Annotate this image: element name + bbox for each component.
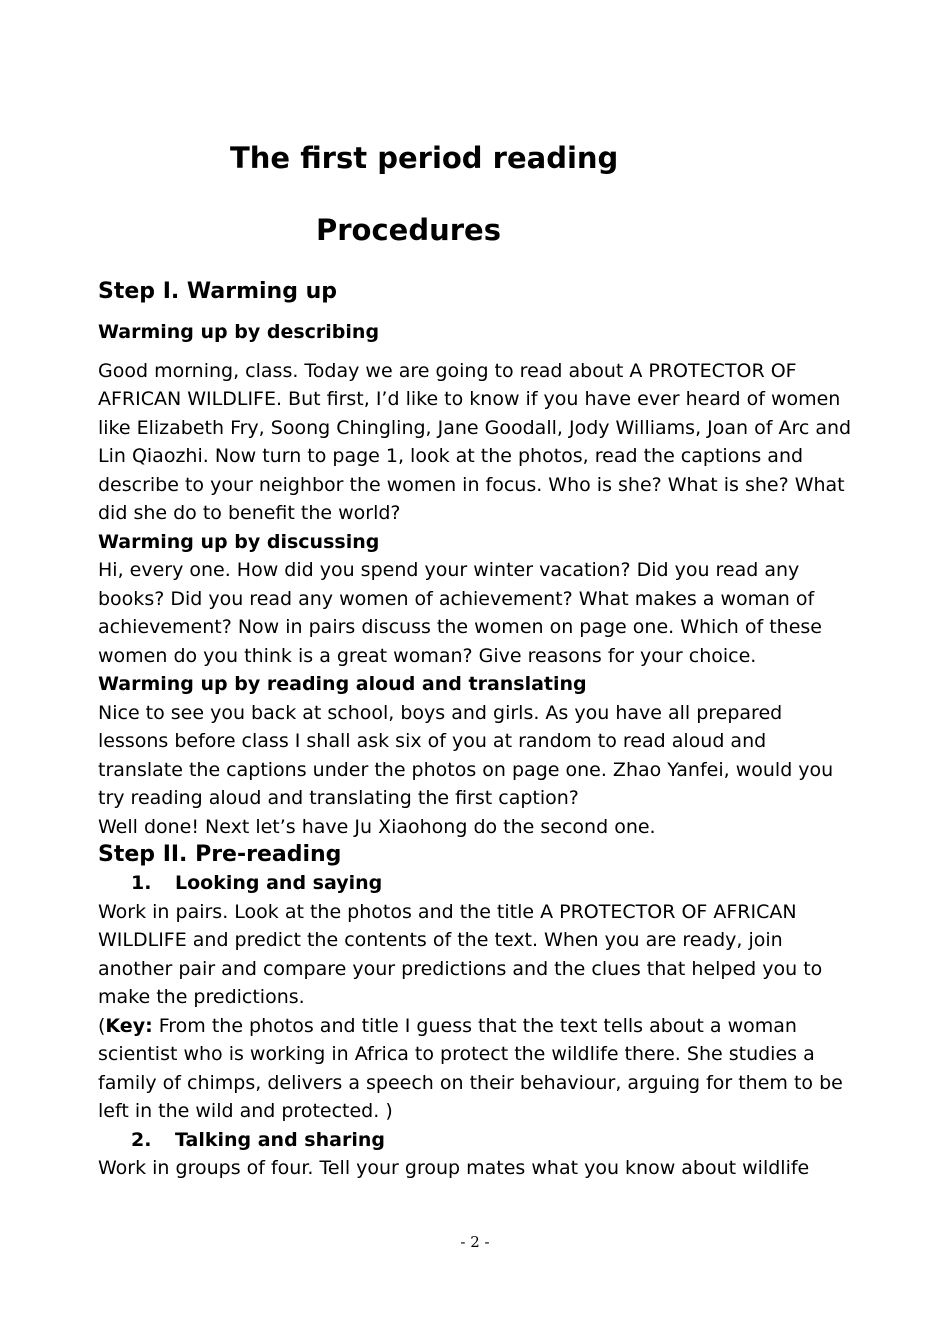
paragraph-talking-sharing: Work in groups of four. Tell your group mates what you know about wildlife <box>98 1157 810 1179</box>
key-text: From the photos and title I guess that the text tells about a woman scientist who is working in Africa to protect the wildlife there. She studies a family of chimps, delivers a speech on their behaviour, arguing for them to be left in the wild and protected. ) <box>98 1014 843 1122</box>
item-heading: Talking and sharing <box>175 1128 385 1151</box>
paragraph-well-done: Well done! Next let’s have Ju Xiaohong do the second one. <box>98 815 656 838</box>
item-number: 1. <box>131 872 152 894</box>
item-heading: Looking and saying <box>175 872 383 894</box>
document-body <box>98 278 854 1183</box>
key-label: Key: <box>105 1014 153 1037</box>
item-number: 2. <box>131 1128 152 1151</box>
paragraph-describing: Good morning, class. Today we are going to read about A PROTECTOR OF AFRICAN WILDLIFE. But first, I’d like to know if you have ever heard of women like Elizabeth Fry, Soong Chingling, Jane Goodall, Jody Williams, Joan of Arc and Lin Qiaozhi. Now turn to page 1, look at the photos, read the captions and describe to your neighbor the women in focus. Who is she? What is she? What did she do to benefit the world? <box>98 359 852 524</box>
document-title: The first period reading <box>230 141 619 175</box>
paragraph-looking-saying: Work in pairs. Look at the photos and the title A PROTECTOR OF AFRICAN WILDLIFE and predict the contents of the text. When you are ready, join another pair and compare your predictions and the clues that helped you to make the predictions. <box>98 900 823 1008</box>
numbered-item-heading-1 <box>98 869 854 898</box>
section-heading-reading-aloud: Warming up by reading aloud and translating <box>98 673 587 695</box>
section-heading-describing: Warming up by describing <box>98 321 380 343</box>
paragraph-discussing: Hi, every one. How did you spend your winter vacation? Did you read any books? Did you read any women of achievement? What makes a woman of achievement? Now in pairs discuss the women on page one. Which of these women do you think is a great woman? Give reasons for your choice. <box>98 559 822 667</box>
paragraph-reading-aloud: Nice to see you back at school, boys and girls. As you have all prepared lessons before class I shall ask six of you at random to read aloud and translate the captions under the photos on page one. Zhao Yanfei, would you try reading aloud and translating the first caption? <box>98 701 834 809</box>
step2-heading: Step II. Pre-reading <box>98 842 342 867</box>
key-open-paren: ( <box>98 1014 106 1037</box>
section-heading-discussing: Warming up by discussing <box>98 530 380 553</box>
key-paragraph <box>98 1012 854 1126</box>
numbered-item-heading-2 <box>98 1126 854 1155</box>
document-subtitle: Procedures <box>316 213 501 247</box>
step1-heading: Step I. Warming up <box>98 279 338 304</box>
page-number: - 2 - <box>460 1233 490 1251</box>
